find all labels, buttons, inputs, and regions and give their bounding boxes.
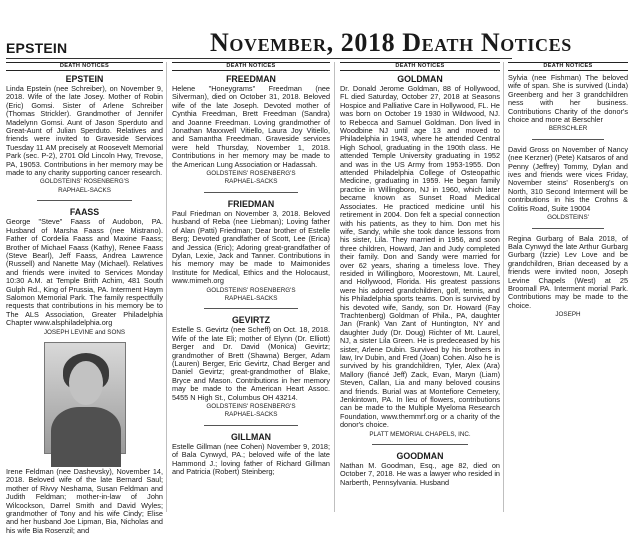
funeral-home: RAPHAEL-SACKS: [58, 186, 111, 194]
obituary-text: Sylvia (nee Fishman) The beloved wife of span. She is survived (Linda) Greenberg and her 3 grandchildren ness with her business. Contributions Charity of the donor's choice and more at Berschler: [508, 73, 628, 125]
obituary-gevirtz: [172, 315, 330, 418]
funeral-home: RAPHAEL-SACKS: [224, 411, 278, 419]
obituary-text: Irene Feldman (nee Dashevsky), November 14, 2018. Beloved wife of the late Bernard Saul; mother of Rivvy Neshama, Susan Feldman and Judith Feldman; mother-in-law of John Wilcockson, Darrel Smith and David Wyles; grandmother of Tony and his wife Cindy; Elise and her husband Joe Lipman, Bia, Nicholas and his wife Bia Rosenzil; and: [6, 466, 163, 535]
funeral-home: RAPHAEL-SACKS: [224, 294, 278, 302]
funeral-home: GOLDSTEINS' ROSENBERG'S: [206, 403, 296, 410]
column-1: [6, 62, 163, 535]
column-2: [172, 62, 330, 512]
obituary-text: Helene "Honeygrams" Freedman (nee Silverman), died on October 31, 2018. Beloved wife of the late Joseph. Devoted mother of Cynthia Freedman, Brett Freedman (Sandra) and Joanne Freedman. Loving grandmother of Jonathan Maxxwell Vitiello, Laura Joy Vitiello, and Samantha Freedman. Graveside services were held Thursday, November 1, 2018. Contributions in her memory may be made to the American Lung Association or Hadassah.: [172, 84, 330, 169]
obituary-text: Estelle S. Gevirtz (nee Scheff) on Oct. 18, 2018. Wife of the late Eli; mother of Elynn (Dr. Elliott) Berger and Dr. David (Monica) Gevirtz; grandmother of Brett (Shawna) Berger, Adam (Lauren) Berger, Eric Gevirtz, Chad Berger and Daniel Gevirtz; great-grandmother of Blake, Bryce and Mason. Contributions in her memory may be made to the American Heart Assoc. 5455 N High St., Columbus OH 43214.: [172, 325, 330, 402]
obituary-name: FRIEDMAN: [227, 198, 275, 209]
funeral-home: GOLDSTEINS': [547, 214, 589, 222]
obituary-text: Linda Epstein (nee Schreiber), on November 9, 2018. Wife of the late Josey. Mother of Robin (Eric) Gomsi. Sister of Arlene Schreiber (Thomas Strickler). Grandmother of Jennifer Madelynn Gomsi. Aunt of Jason Sperduto and Great-Aunt of Julian Sperduto. Relatives and friends were invited to Graveside Services Tuesday 11 AM precisely at Roosevelt Memorial Park (sec. P-2), 2701 Old Lincoln Hwy, Trevose, PA, 19053. Contributions in her memory may be made to any charity supporting cancer research.: [6, 84, 163, 178]
column-divider: [334, 62, 335, 512]
obituary-name: FAASS: [69, 207, 100, 218]
obituary-friedman: [172, 199, 330, 302]
obituary-text: David Gross on November of Nancy (nee Kerzner) (Pete) Katsaros of and Penny (Jeffrey) Tommy, Dylan and ives and friends were vices Friday, November steins' Rosenberg's on North, 310 Second Interment will be contributions in his the Crohns & Colitis Road, Suite 19004: [508, 144, 628, 213]
obituary-text: Dr. Donald Jerome Goldman, 88 of Hollywood, FL died Saturday, October 27, 2018 at Seasons Hospice and Palliative Care in Hollywood, FL. He was born on October 19 1930 in Wildwood, NJ. to Rebecca and Samuel Goldman. Don lived in Woodbine NJ until age 13 and moved to Philadelphia in 1943, where he attended Central High School, graduating in the 190th class. He attended Temple University graduating in 1952 and was in the US Army from 1953-1955. Don attended Philadelphia College of Osteopathic Medicine, graduating in 1959. He began family practice in Willingboro, NJ in 1960, which later became known as Sunset Road Medical Associates. He practiced medicine until his retirement in 2004. Don felt a special connection with his patients, as they to him. Don met his wife, Sandy, while she took dance lessons from his sister, Lila. They married in 1956, and soon three children, Howard, Jan and Judy completed their family. Don and Sandy were married for over 62 years, sharing a timeless love. They resided in Willingboro, Moorestown, Mt. Laurel, and Hollywood, Florida. His greatest passions were his adored grandchildren, golf, tennis, and his Philadelphia sports teams. Don is survived by his devoted wife, Sandy, son Dr. Howard (Fay Trachtenberg) Goldman of Phila., PA, daughter Jan (Frank) Van Zant of Huntington, NY and daughter Judy (Dr. Doug) Richter of Mt. Laurel, NJ, a sister Lila Green. He is predeceased by his sister, Arlene Dubin. Survived by his brothers in law, Irv Dubin, and Fred (Joan) Cohen. Also he is survived by his grandchildren, Tyler, Alex (Ara) Mallory (fiancé Jeff) Zack, Evan, Maryn (Liam) Steven, Callan, Lia and many beloved cousins and friends. Burial was at Montefiore Cemetery, Jenkintown, PA. In lieu of flowers, contributions can be made to the Multiple Myeloma Research Foundation, www.themmrf.org or a charity of the donor's choice.: [340, 84, 500, 430]
notice-divider: [37, 200, 131, 201]
obituary-text: Regina Gurbarg of Bala 2018, of Bala Cynwyd the late Arthur Gurbarg Gurbarg (Izzie) Lev Love and be grandchildren, Brian deceased by a friends were invited noon, Joseph Levine Chapels (West) at 25 Broomall PA. Interment morial Park. Contributions may be made to the choice.: [508, 233, 628, 310]
obituary-partial-3: [508, 235, 628, 319]
photo-shoulders: [51, 407, 121, 467]
obituary-goldman: [340, 74, 500, 438]
notice-divider: [532, 228, 604, 229]
obituary-name: EPSTEIN: [65, 74, 104, 84]
funeral-home: GOLDSTEINS' ROSENBERG'S: [39, 178, 130, 186]
obituary-name: GEVIRTZ: [231, 315, 271, 326]
obituary-name: GOODMAN: [396, 451, 444, 462]
obituary-name: GOLDMAN: [397, 74, 443, 84]
obituary-freedman: [172, 74, 330, 186]
section-label: EPSTEIN: [6, 40, 68, 56]
death-notices-bar: DEATH NOTICES: [340, 62, 500, 71]
portrait-photo: [44, 342, 126, 454]
notice-divider: [204, 192, 299, 193]
notice-divider: [372, 444, 468, 445]
notice-divider: [204, 425, 299, 426]
column-divider: [166, 62, 167, 512]
funeral-home: GOLDSTEINS' ROSENBERG'S: [206, 286, 296, 294]
obituary-text: Nathan M. Goodman, Esq., age 82, died on October 7, 2018. He was a lawyer who resided in Narberth, Pennsylvania. Husband: [340, 461, 500, 487]
death-notices-bar: DEATH NOTICES: [508, 62, 628, 71]
obituary-feldman: [6, 457, 163, 535]
obituary-partial-2: [508, 146, 628, 222]
column-divider: [503, 62, 504, 512]
notice-divider: [532, 139, 604, 140]
obituary-text: Paul Friedman on November 3, 2018. Beloved husband of Reba (nee Liebman); Loving father of Alan (Patti) Friedman; Dear brother of Estelle Berg; Devoted grandfather of Scott, Lee (Erica) and Jessica (Eric); Adoring great-grandfather of Dylan, Lexie, Jack and Tanner. Contributions in his memory may be made to Maimonides Institute for Medical, Ethics and the Holocaust, www.mimeh.org: [172, 208, 330, 286]
obituary-goodman: [340, 451, 500, 487]
obituary-name: FREEDMAN: [226, 74, 276, 84]
death-notices-bar: DEATH NOTICES: [6, 62, 163, 71]
masthead: [0, 0, 572, 64]
funeral-home: RAPHAEL-SACKS: [224, 178, 278, 186]
funeral-home: GOLDSTEINS' ROSENBERG'S: [206, 170, 296, 178]
funeral-home: PLATT MEMORIAL CHAPELS, INC.: [369, 430, 471, 438]
funeral-home: JOSEPH: [555, 311, 581, 319]
obituary-epstein: [6, 74, 163, 194]
obituary-name: GILLMAN: [230, 431, 272, 442]
masthead-rule: [6, 58, 512, 59]
obituary-gillman: [172, 432, 330, 477]
page-title: November, 2018 Death Notices: [210, 28, 572, 57]
funeral-home: JOSEPH LEVINE and SONS: [43, 328, 126, 336]
obituary-text: George "Steve" Faass of Audobon, PA. Husband of Marsha Faass (nee Mistrano). Father of Cordelia Faass and Maxine Faass; Brother of Michael Faass (Kathy), Renee Faass (Steve Bearl), Jeff Faass, Andrea Lawrence (Russell) and Nanette May (Michael). Relatives and friends were invited to Services Monday 10:30 A.M. at Temple Brith Achim, 481 South Gulph Rd., King of Prussia, PA. Interment Haym Salomon Memorial Park. The family respectfully requests that contributions in his memory be to The ALS Association, Greater Philadelphia Chapter www.alsphiladelphia.org: [6, 217, 163, 328]
death-notices-bar: DEATH NOTICES: [172, 62, 330, 71]
obituary-text: Estelle Gillman (nee Cohen) November 9, 2018; of Bala Cynwyd, PA.; beloved wife of the late Hammond J.; loving father of Richard Gillman and Patricia (Robert) Steinberg;: [172, 441, 330, 477]
column-4: [508, 62, 628, 512]
photo-face: [69, 361, 103, 405]
funeral-home: BERSCHLER: [548, 125, 588, 133]
notice-divider: [204, 308, 299, 309]
obituary-partial-1: [508, 74, 628, 133]
column-3: [340, 62, 500, 512]
obituary-faass: [6, 207, 163, 336]
